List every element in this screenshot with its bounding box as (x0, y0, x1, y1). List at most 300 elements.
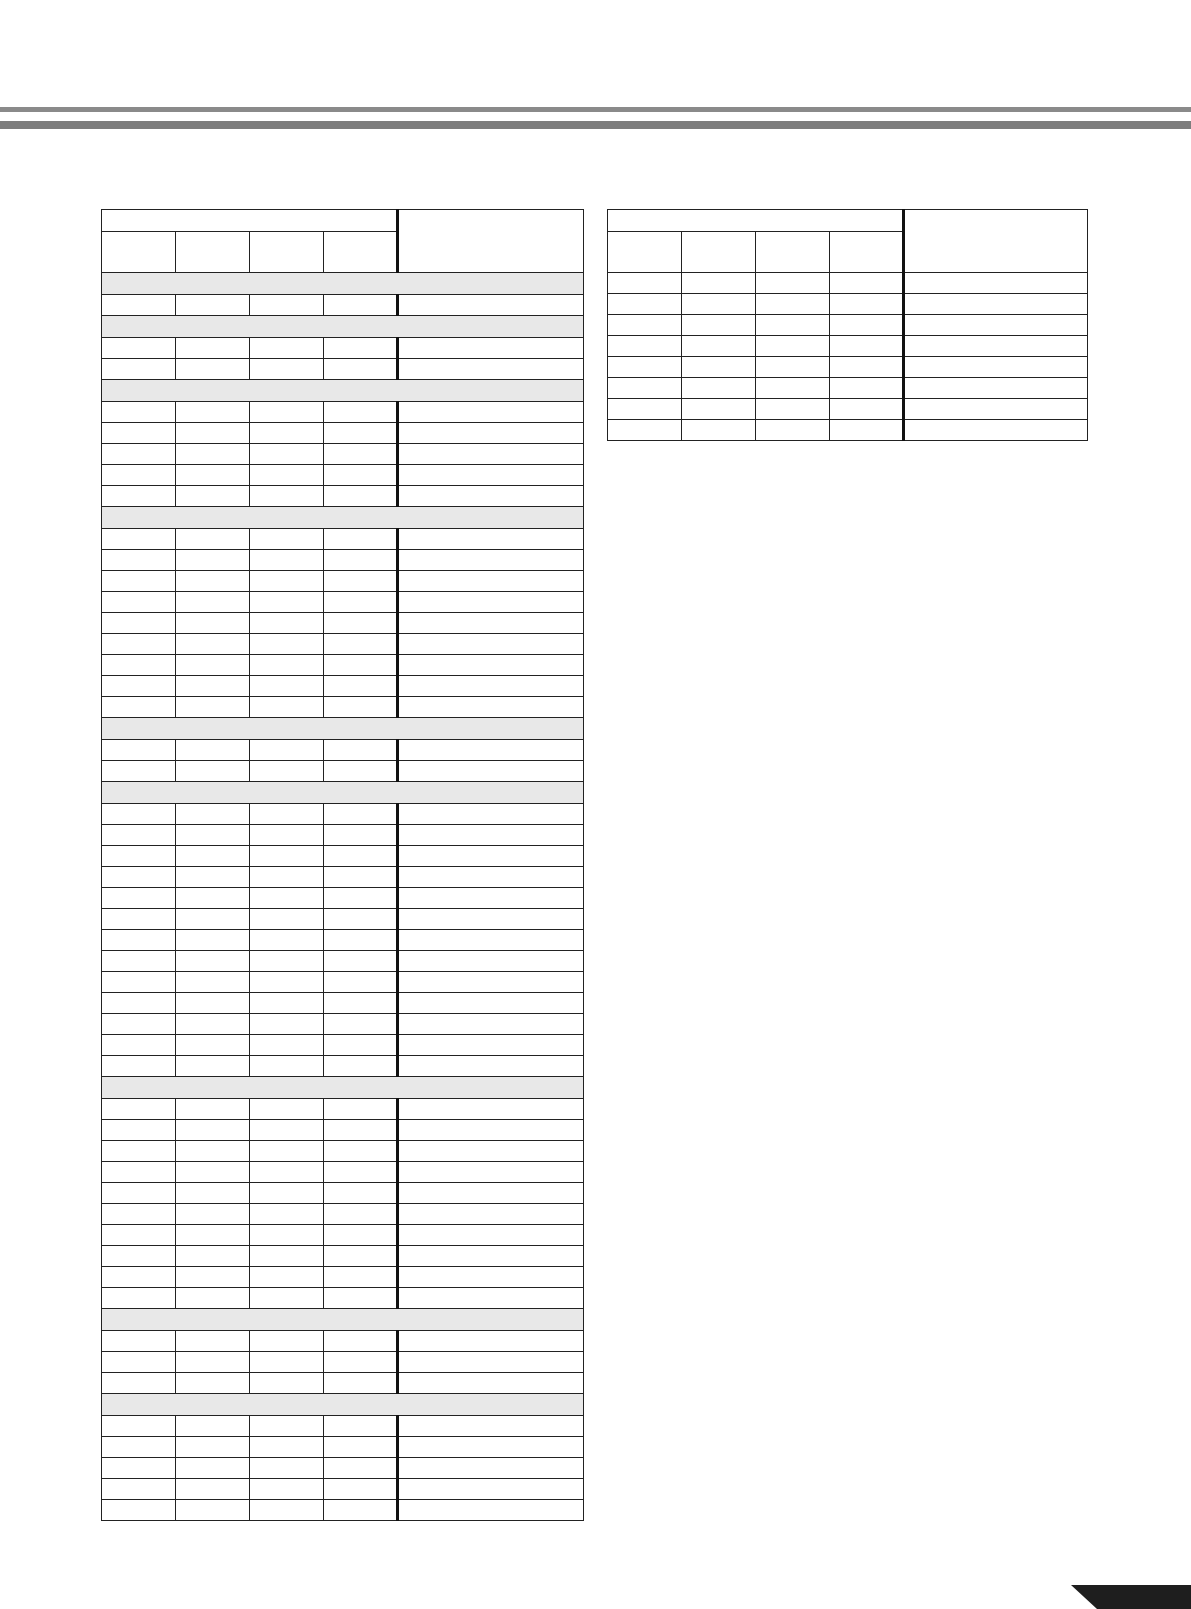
table-cell (102, 550, 176, 571)
table-cell (324, 825, 398, 846)
table-cell (250, 1204, 324, 1225)
table-row (102, 465, 584, 486)
table-cell (324, 1225, 398, 1246)
table-cell-description (398, 1183, 584, 1204)
table-cell (324, 1352, 398, 1373)
table-cell-description (904, 399, 1088, 420)
table-cell (176, 1246, 250, 1267)
table-cell-description (398, 909, 584, 930)
table-header-row (102, 210, 584, 232)
table-cell (324, 993, 398, 1014)
table-row (102, 613, 584, 634)
table-cell-description (904, 420, 1088, 441)
table-cell (250, 1437, 324, 1458)
table-cell (176, 465, 250, 486)
header-column-cell (250, 232, 324, 273)
table-cell-description (398, 338, 584, 359)
page-corner-tab (1071, 1585, 1191, 1609)
table-cell (102, 529, 176, 550)
header-column-cell (176, 232, 250, 273)
table-row (102, 825, 584, 846)
table-cell (176, 1288, 250, 1309)
table-row (102, 1162, 584, 1183)
table-cell-description (904, 336, 1088, 357)
table-cell-description (398, 972, 584, 993)
section-cell (102, 1077, 584, 1099)
table-cell (830, 315, 904, 336)
table-cell (176, 571, 250, 592)
table-cell (250, 909, 324, 930)
header-group-cell (102, 210, 398, 232)
table-cell (176, 909, 250, 930)
table-cell-description (398, 1479, 584, 1500)
table-row (102, 634, 584, 655)
table-row (102, 909, 584, 930)
table-cell (102, 1246, 176, 1267)
section-cell (102, 273, 584, 295)
table-row (102, 1120, 584, 1141)
table-row (102, 1500, 584, 1521)
table-cell (756, 315, 830, 336)
table-cell (102, 1437, 176, 1458)
table-cell (176, 930, 250, 951)
table-cell (756, 336, 830, 357)
table-cell-description (398, 655, 584, 676)
table-row (102, 1014, 584, 1035)
table-cell (250, 529, 324, 550)
table-cell (756, 294, 830, 315)
table-row (102, 1479, 584, 1500)
table-cell (102, 1014, 176, 1035)
table-row (102, 1416, 584, 1437)
header-rule-thick (0, 121, 1191, 129)
table-cell (250, 1479, 324, 1500)
table-cell (324, 1267, 398, 1288)
section-row (102, 782, 584, 804)
table-cell (176, 1183, 250, 1204)
table-cell-description (398, 1352, 584, 1373)
table-cell-description (904, 315, 1088, 336)
table-cell (176, 444, 250, 465)
table-cell (324, 338, 398, 359)
table-cell (250, 1500, 324, 1521)
table-cell-description (398, 740, 584, 761)
table-cell (324, 972, 398, 993)
table-row (102, 697, 584, 718)
table-cell (324, 1204, 398, 1225)
table-cell (102, 295, 176, 316)
table-row (102, 888, 584, 909)
table-row (102, 338, 584, 359)
section-row (102, 718, 584, 740)
table-row (608, 357, 1088, 378)
table-cell (324, 1120, 398, 1141)
table-cell-description (398, 1141, 584, 1162)
table-cell (102, 1141, 176, 1162)
table-cell (250, 550, 324, 571)
header-description-cell (904, 210, 1088, 273)
table-cell (682, 294, 756, 315)
table-cell (102, 1500, 176, 1521)
table-cell (250, 993, 324, 1014)
table-cell (102, 444, 176, 465)
table-cell-description (398, 867, 584, 888)
table-row (102, 972, 584, 993)
table-cell (176, 550, 250, 571)
table-row (608, 420, 1088, 441)
table-cell (176, 740, 250, 761)
table-cell (324, 1373, 398, 1394)
table-cell (250, 972, 324, 993)
table-cell (176, 1014, 250, 1035)
table-cell-description (398, 993, 584, 1014)
table-cell (176, 993, 250, 1014)
table-cell (176, 1099, 250, 1120)
table-cell (102, 592, 176, 613)
table-cell (176, 951, 250, 972)
table-cell-description (398, 1416, 584, 1437)
table-row (102, 1267, 584, 1288)
table-cell (176, 1331, 250, 1352)
table-row (102, 295, 584, 316)
table-cell (176, 1500, 250, 1521)
table-cell (682, 336, 756, 357)
table-cell (102, 1225, 176, 1246)
header-column-cell (830, 232, 904, 273)
table-cell (176, 592, 250, 613)
table-cell (324, 761, 398, 782)
header-rule-thin (0, 107, 1191, 112)
table-cell (830, 378, 904, 399)
table-row (102, 444, 584, 465)
table-cell-description (398, 1288, 584, 1309)
table-cell (608, 336, 682, 357)
section-row (102, 1309, 584, 1331)
table-cell (102, 571, 176, 592)
table-cell (324, 655, 398, 676)
table-cell-description (398, 1120, 584, 1141)
table-cell (102, 1204, 176, 1225)
table-row (102, 655, 584, 676)
table-cell (176, 1373, 250, 1394)
table-cell (176, 1141, 250, 1162)
table-cell-description (398, 1099, 584, 1120)
table-cell (176, 972, 250, 993)
table-cell (608, 420, 682, 441)
section-cell (102, 718, 584, 740)
table-cell (250, 465, 324, 486)
table-cell (324, 804, 398, 825)
table-cell (250, 295, 324, 316)
table-cell (176, 825, 250, 846)
table-cell (102, 1458, 176, 1479)
table-cell (682, 273, 756, 294)
table-cell-description (398, 1246, 584, 1267)
table-row (102, 1056, 584, 1077)
section-cell (102, 507, 584, 529)
table-cell (324, 676, 398, 697)
table-cell (324, 1099, 398, 1120)
table-cell (102, 1162, 176, 1183)
table-cell (324, 1014, 398, 1035)
table-cell (250, 1035, 324, 1056)
table-cell (250, 655, 324, 676)
section-row (102, 380, 584, 402)
table-row (102, 592, 584, 613)
table-cell (756, 399, 830, 420)
table-row (102, 1458, 584, 1479)
table-cell (176, 1479, 250, 1500)
table-row (102, 402, 584, 423)
table-cell (176, 295, 250, 316)
table-cell-description (398, 951, 584, 972)
table-cell-description (398, 486, 584, 507)
table-cell (176, 697, 250, 718)
table-cell (176, 888, 250, 909)
table-cell (324, 423, 398, 444)
table-cell (250, 804, 324, 825)
table-cell (830, 420, 904, 441)
table-cell-description (398, 1267, 584, 1288)
table-row (102, 423, 584, 444)
table-cell (324, 1437, 398, 1458)
table-cell (176, 867, 250, 888)
table-cell (682, 357, 756, 378)
table-cell (324, 465, 398, 486)
table-cell (250, 402, 324, 423)
table-row (102, 930, 584, 951)
table-cell (102, 423, 176, 444)
table-cell (324, 444, 398, 465)
table-cell (102, 1183, 176, 1204)
table-cell-description (398, 825, 584, 846)
table-cell (324, 295, 398, 316)
table-cell (176, 846, 250, 867)
table-row (102, 761, 584, 782)
table-cell (324, 846, 398, 867)
table-cell (102, 1373, 176, 1394)
table-cell (250, 1458, 324, 1479)
table-cell-description (398, 930, 584, 951)
table-cell (176, 359, 250, 380)
left-table (101, 209, 584, 1521)
table-row (102, 1246, 584, 1267)
table-cell (324, 1056, 398, 1077)
table-row (102, 486, 584, 507)
table-cell (102, 1288, 176, 1309)
table-cell-description (398, 295, 584, 316)
table-cell (608, 378, 682, 399)
table-cell (756, 273, 830, 294)
table-cell (324, 1458, 398, 1479)
section-row (102, 1394, 584, 1416)
table-cell-description (398, 888, 584, 909)
table-cell (324, 1416, 398, 1437)
header-group-cell (608, 210, 904, 232)
table-cell (102, 761, 176, 782)
table-cell (250, 1056, 324, 1077)
table-cell (176, 676, 250, 697)
table-cell (324, 550, 398, 571)
table-cell (250, 1014, 324, 1035)
table-row (102, 1141, 584, 1162)
table-row (102, 993, 584, 1014)
table-cell (102, 634, 176, 655)
table-cell (250, 338, 324, 359)
table-cell (102, 888, 176, 909)
table-cell-description (398, 592, 584, 613)
table-cell (250, 1331, 324, 1352)
table-cell-description (398, 1056, 584, 1077)
table-cell (102, 951, 176, 972)
table-cell (102, 465, 176, 486)
table-cell-description (904, 357, 1088, 378)
table-cell (324, 909, 398, 930)
table-row (102, 529, 584, 550)
table-cell (102, 846, 176, 867)
table-cell (176, 1437, 250, 1458)
table-cell (176, 402, 250, 423)
table-cell-description (904, 378, 1088, 399)
table-row (102, 1373, 584, 1394)
table-cell (102, 1267, 176, 1288)
table-cell (176, 1225, 250, 1246)
table-cell (176, 761, 250, 782)
table-cell (102, 1099, 176, 1120)
table-row (102, 1352, 584, 1373)
table-row (608, 273, 1088, 294)
table-cell (324, 402, 398, 423)
table-cell-description (398, 613, 584, 634)
table-cell (250, 1246, 324, 1267)
table-cell (250, 951, 324, 972)
table-cell (830, 336, 904, 357)
table-cell (176, 804, 250, 825)
table-cell (250, 1141, 324, 1162)
table-cell (176, 338, 250, 359)
table-row (608, 315, 1088, 336)
table-row (102, 550, 584, 571)
table-cell (830, 294, 904, 315)
table-cell-description (398, 444, 584, 465)
table-cell-description (398, 1331, 584, 1352)
table-cell (324, 1035, 398, 1056)
table-cell-description (398, 1458, 584, 1479)
table-cell-description (398, 634, 584, 655)
table-cell (250, 571, 324, 592)
table-cell (102, 1479, 176, 1500)
table-cell (324, 1288, 398, 1309)
table-cell (176, 1162, 250, 1183)
table-cell-description (398, 761, 584, 782)
table-cell (102, 993, 176, 1014)
section-cell (102, 380, 584, 402)
table-cell (176, 1416, 250, 1437)
table-cell (250, 761, 324, 782)
table-cell (102, 1120, 176, 1141)
table-cell (102, 909, 176, 930)
table-cell (102, 1331, 176, 1352)
table-cell (324, 529, 398, 550)
table-cell (102, 402, 176, 423)
table-cell (250, 930, 324, 951)
table-row (608, 294, 1088, 315)
table-cell (608, 273, 682, 294)
table-cell (608, 357, 682, 378)
table-cell-description (398, 1225, 584, 1246)
table-cell (250, 359, 324, 380)
table-cell-description (398, 550, 584, 571)
table-row (102, 804, 584, 825)
table-cell (324, 1500, 398, 1521)
table-cell (250, 846, 324, 867)
table-cell (176, 655, 250, 676)
table-cell (324, 486, 398, 507)
table-cell-description (398, 402, 584, 423)
section-row (102, 316, 584, 338)
table-cell (176, 1267, 250, 1288)
table-cell (102, 1352, 176, 1373)
table-cell-description (398, 846, 584, 867)
table-cell (102, 1416, 176, 1437)
table-cell (102, 740, 176, 761)
table-row (102, 1204, 584, 1225)
table-cell (176, 486, 250, 507)
table-cell (102, 486, 176, 507)
table-row (608, 399, 1088, 420)
table-row (102, 359, 584, 380)
section-cell (102, 316, 584, 338)
table-cell (324, 1162, 398, 1183)
table-cell (324, 1183, 398, 1204)
section-row (102, 1077, 584, 1099)
section-row (102, 273, 584, 295)
table-cell-description (398, 1162, 584, 1183)
table-cell-description (398, 1204, 584, 1225)
table-cell (250, 634, 324, 655)
table-row (608, 378, 1088, 399)
table-cell-description (398, 804, 584, 825)
table-cell-description (904, 294, 1088, 315)
table-cell (324, 613, 398, 634)
header-column-cell (102, 232, 176, 273)
table-cell (102, 825, 176, 846)
header-column-cell (682, 232, 756, 273)
table-cell (324, 359, 398, 380)
table-cell-description (398, 1373, 584, 1394)
table-cell (250, 486, 324, 507)
table-cell (250, 867, 324, 888)
table-cell (250, 740, 324, 761)
table-cell (756, 357, 830, 378)
header-column-cell (324, 232, 398, 273)
table-cell (102, 1056, 176, 1077)
table-cell (324, 697, 398, 718)
table-cell (608, 399, 682, 420)
table-cell-description (398, 697, 584, 718)
table-row (608, 336, 1088, 357)
table-row (102, 676, 584, 697)
table-cell (250, 1288, 324, 1309)
table-row (102, 1288, 584, 1309)
table-cell (324, 634, 398, 655)
table-cell-description (398, 1500, 584, 1521)
table-cell (830, 273, 904, 294)
header-column-cell (608, 232, 682, 273)
table-cell (250, 444, 324, 465)
table-cell (250, 1352, 324, 1373)
table-cell (324, 571, 398, 592)
